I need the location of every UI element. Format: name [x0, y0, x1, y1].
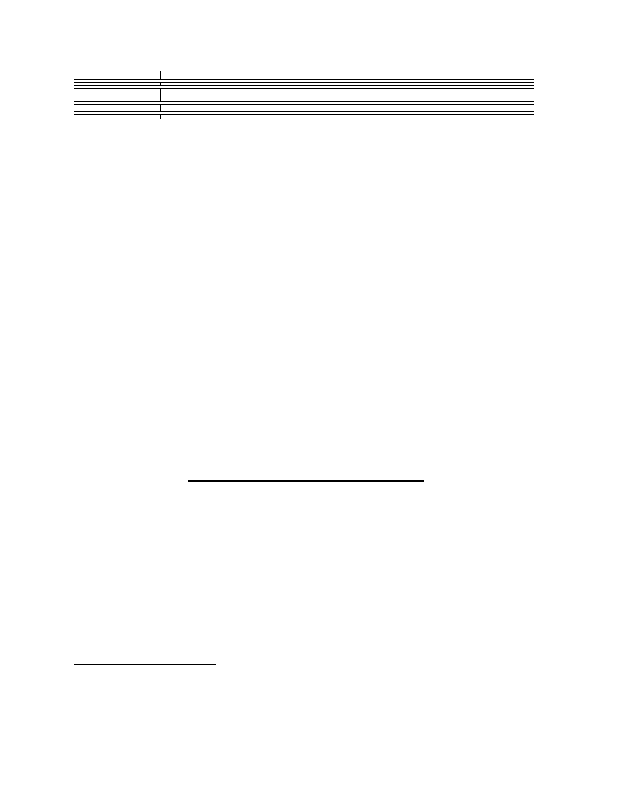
groundwater-exceedance-table: [74, 71, 534, 119]
concentration-range-cell: [458, 117, 534, 119]
exceedance-count-cell: [378, 117, 458, 119]
standard-cell: [311, 117, 378, 119]
table-row: [74, 117, 534, 119]
well-cell: [74, 117, 160, 119]
section-heading-line: [188, 481, 424, 482]
date-range-cell: [238, 117, 311, 119]
section-heading: [188, 480, 424, 482]
parameter-cell: [160, 117, 238, 119]
footnote-divider: [74, 664, 216, 665]
